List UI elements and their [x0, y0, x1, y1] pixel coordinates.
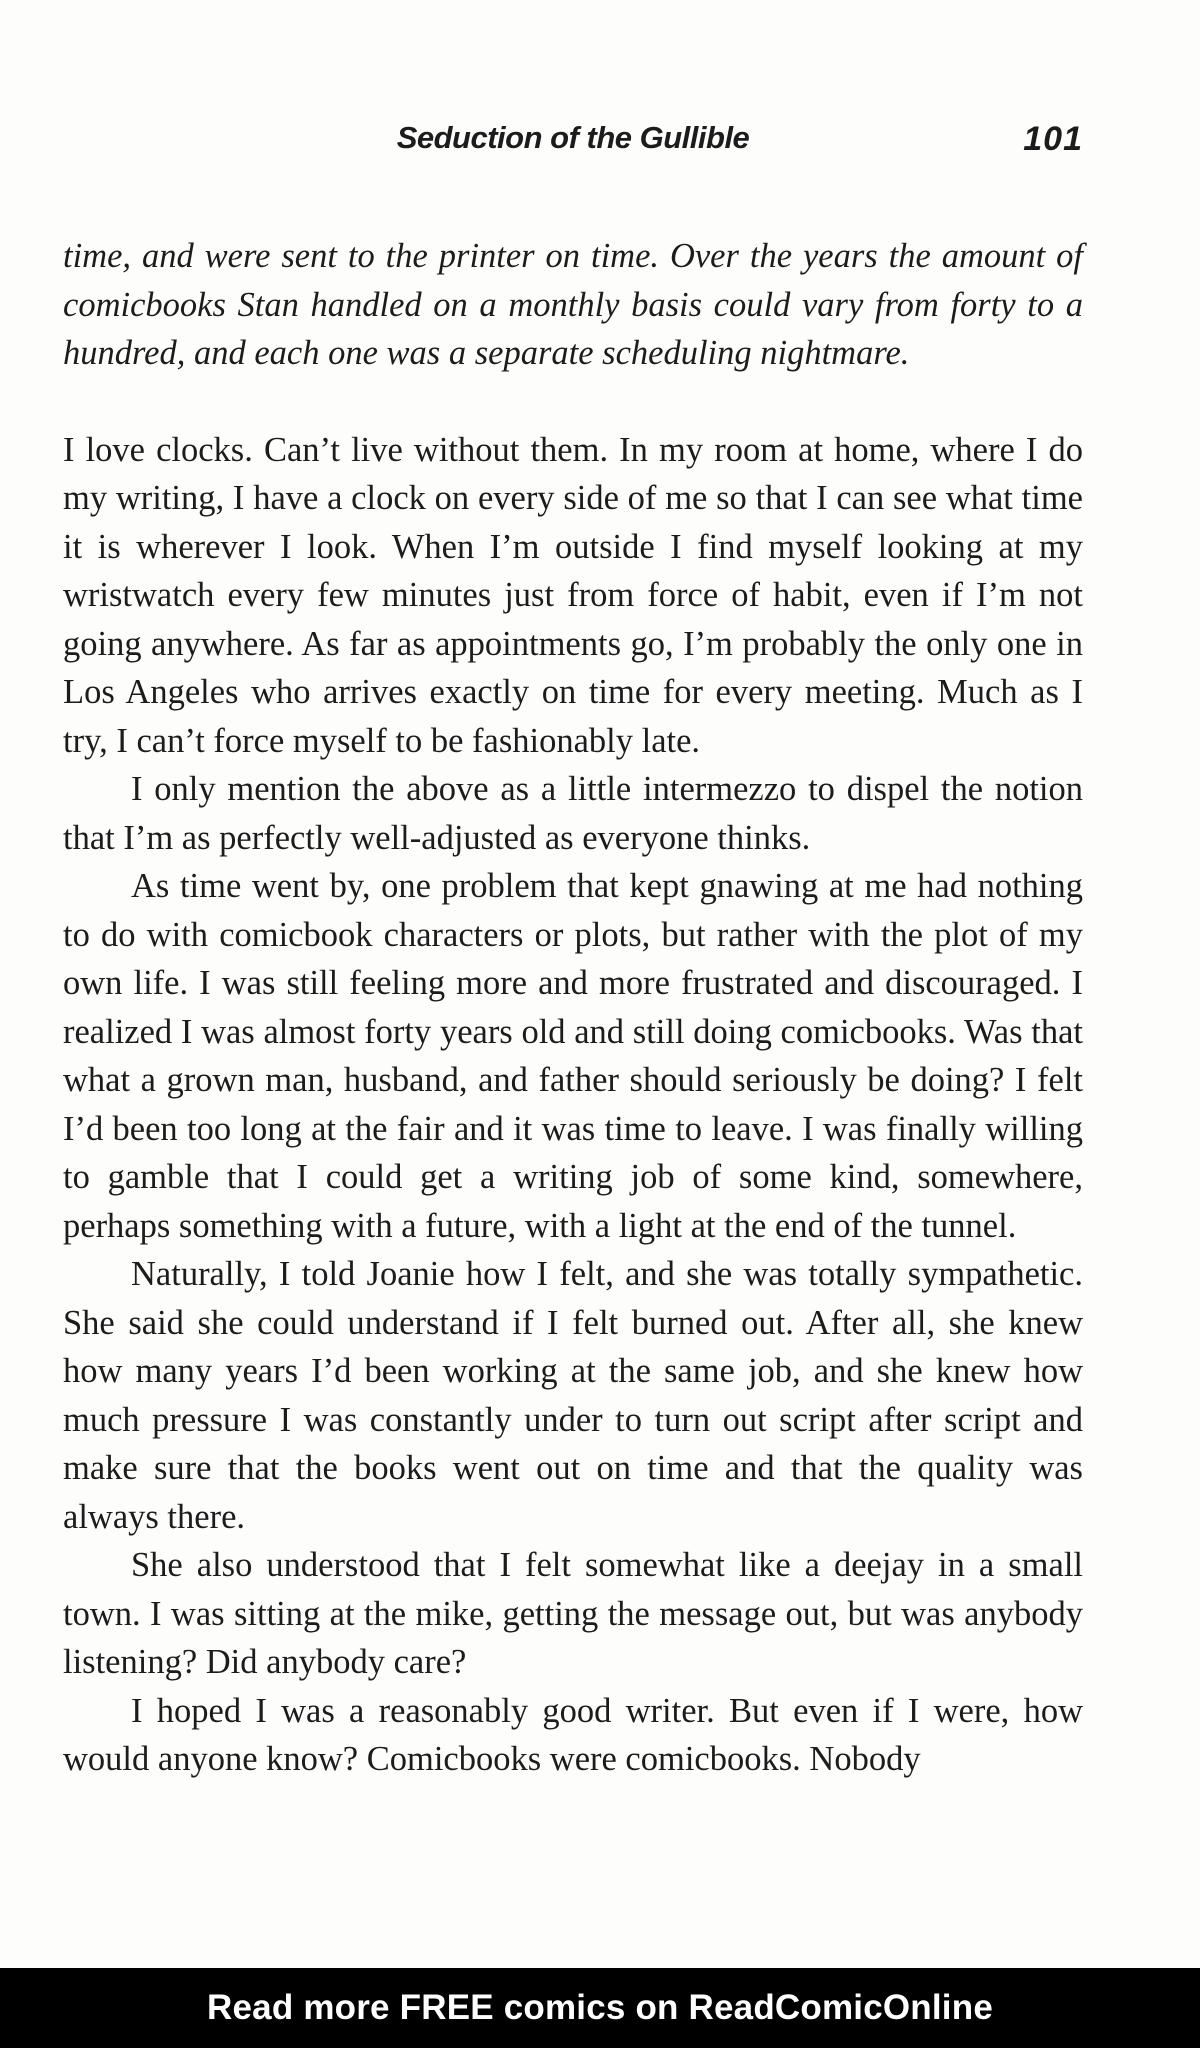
paragraph: I hoped I was a reasonably good writer. But even if I were, how would anyone know? Comicbooks were comicbooks. Nobody: [63, 1691, 1083, 1778]
paragraph: Naturally, I told Joanie how I felt, and she was totally sympathetic. She said she could understand if I felt burned out. After all, she knew how many years I’d been working at the same job, and she knew how much pressure I was constantly under to turn out script after script and make sure that the books went out on time and that the quality was always there.: [63, 1255, 1083, 1536]
paragraph: I love clocks. Can’t live without them. In my room at home, where I do my writing, I have a clock on every side of me so that I can see what time it is wherever I look. When I’m outside I find myself looking at my wristwatch every few minutes just from force of habit, even if I’m not going anywhere. As far as appointments go, I’m probably the only one in Los Angeles who arrives exactly on time for every meeting. Much as I try, I can’t force myself to be fashionably late.: [63, 430, 1083, 760]
paragraph: She also understood that I felt somewhat like a deejay in a small town. I was sitting at the mike, getting the message out, but was anybody listening? Did anybody care?: [63, 1546, 1083, 1681]
promo-banner[interactable]: Read more FREE comics on ReadComicOnline: [0, 1968, 1200, 2048]
paragraph: I only mention the above as a little intermezzo to dispel the notion that I’m as perfectly well-adjusted as everyone thinks.: [63, 770, 1083, 857]
body-text: [63, 232, 1083, 1784]
page-number: 101: [1023, 120, 1083, 158]
running-title: Seduction of the Gullible: [396, 120, 750, 155]
running-header: [63, 120, 1083, 170]
quoted-paragraph: time, and were sent to the printer on time. Over the years the amount of comicbooks Stan handled on a monthly basis could vary from forty to a hundred, and each one was a separate scheduling nightmare.: [63, 237, 1083, 372]
paragraph: As time went by, one problem that kept gnawing at me had nothing to do with comicbook characters or plots, but rather with the plot of my own life. I was still feeling more and more frustrated and discouraged. I realized I was almost forty years old and still doing comicbooks. Was that what a grown man, husband, and father should seriously be doing? I felt I’d been too long at the fair and it was time to leave. I was finally willing to gamble that I could get a writing job of some kind, somewhere, perhaps something with a future, with a light at the end of the tunnel.: [63, 867, 1083, 1245]
